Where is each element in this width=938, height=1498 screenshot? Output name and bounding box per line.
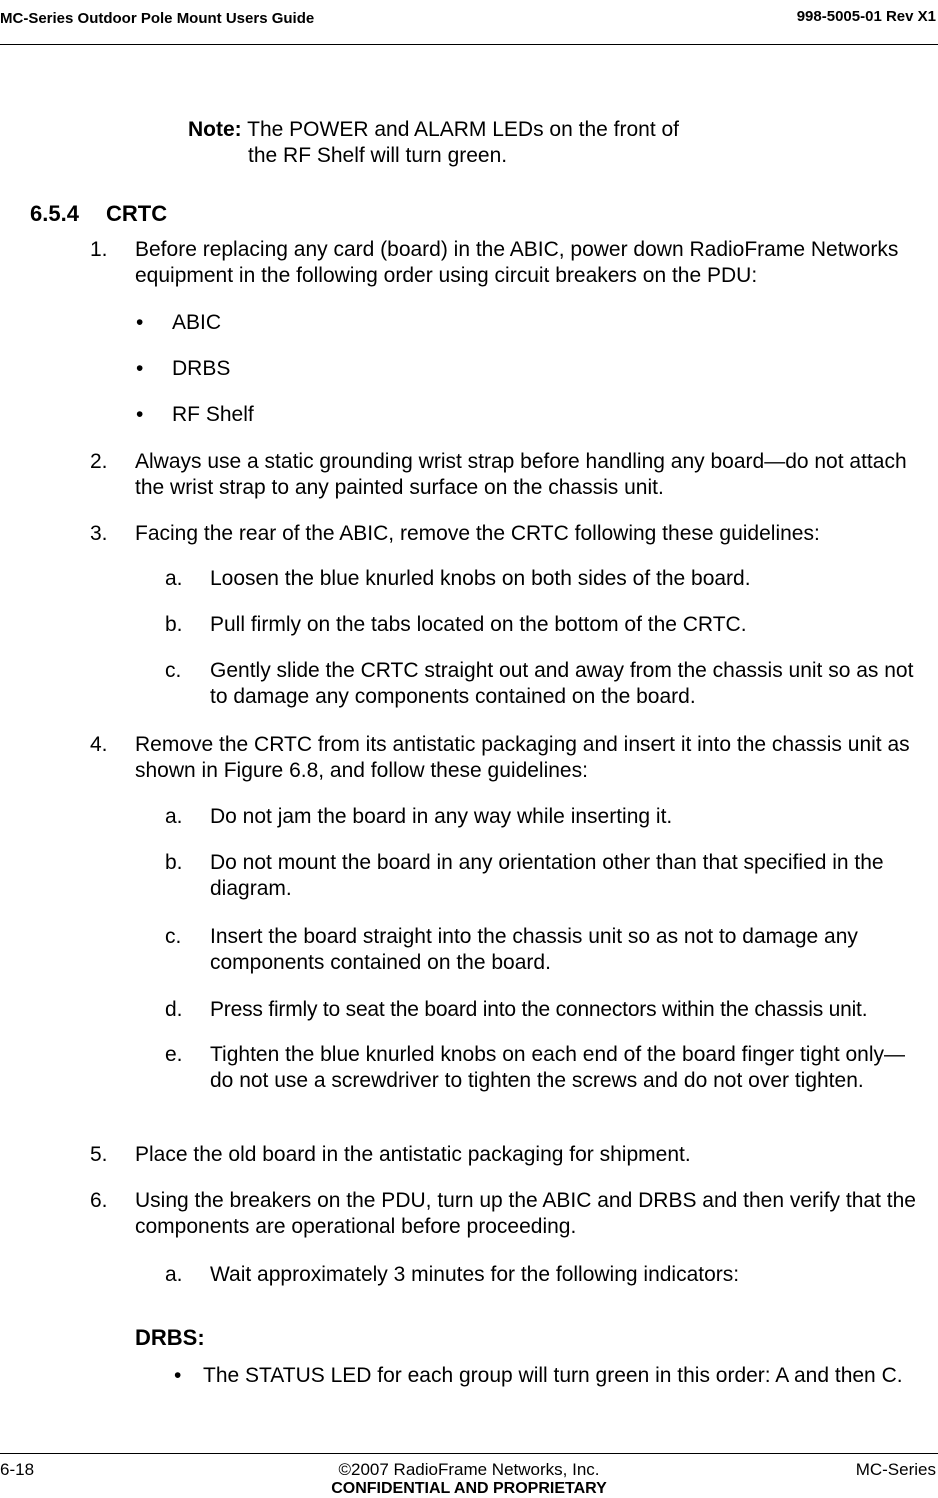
- step-number: 3.: [90, 522, 108, 545]
- bullet-icon: •: [136, 403, 144, 426]
- note-text-2: the RF Shelf will turn green.: [248, 144, 508, 167]
- sub-text: Loosen the blue knurled knobs on both sides of the board.: [210, 567, 751, 590]
- footer-copyright: ©2007 RadioFrame Networks, Inc.: [338, 1460, 600, 1479]
- sub-letter: b.: [165, 851, 183, 874]
- sub-text: Press firmly to seat the board into the connectors within the chassis unit.: [210, 998, 868, 1021]
- step-text: Place the old board in the antistatic packaging for shipment.: [135, 1143, 691, 1166]
- footer-product: MC-Series: [855, 1460, 936, 1479]
- sub-text: Pull firmly on the tabs located on the bottom of the CRTC.: [210, 613, 747, 636]
- header-divider: [0, 44, 938, 45]
- header-doc-number: 998-5005-01 Rev X1: [796, 8, 936, 25]
- bullet-icon: •: [136, 357, 144, 380]
- sub-text: Tighten the blue knurled knobs on each end of the board finger tight only—do not use a screwdriver to tighten the screws and do not over tighten.: [210, 1043, 906, 1092]
- step-text: Facing the rear of the ABIC, remove the CRTC following these guidelines:: [135, 522, 820, 545]
- bullet-icon: •: [136, 311, 144, 334]
- sub-text: Insert the board straight into the chassis unit so as not to damage any components contained on the board.: [210, 925, 858, 974]
- note-label: Note:: [188, 118, 242, 141]
- section-number: 6.5.4: [30, 201, 79, 226]
- sub-letter: b.: [165, 613, 183, 636]
- step-number: 2.: [90, 450, 108, 473]
- section-title: CRTC: [106, 201, 168, 226]
- bullet-icon: •: [174, 1364, 182, 1387]
- drbs-bullet: The STATUS LED for each group will turn green in this order: A and then C.: [203, 1364, 903, 1387]
- step-text: Using the breakers on the PDU, turn up the ABIC and DRBS and then verify that the components are operational before proceeding.: [135, 1189, 916, 1238]
- step-text: Remove the CRTC from its antistatic packaging and insert it into the chassis unit as shown in Figure 6.8, and follow these guidelines:: [135, 733, 910, 782]
- step-number: 5.: [90, 1143, 108, 1166]
- footer-page-number: 6-18: [0, 1460, 35, 1479]
- sub-text: Do not jam the board in any way while inserting it.: [210, 805, 673, 828]
- sub-letter: a.: [165, 567, 183, 590]
- step-text: Always use a static grounding wrist strap before handling any board—do not attach the wrist strap to any painted surface on the chassis unit.: [135, 450, 907, 499]
- bullet-item: RF Shelf: [172, 403, 254, 426]
- sub-letter: a.: [165, 805, 183, 828]
- step-number: 4.: [90, 733, 108, 756]
- sub-letter: e.: [165, 1043, 183, 1066]
- footer-divider: [0, 1453, 938, 1454]
- sub-text: Wait approximately 3 minutes for the following indicators:: [210, 1263, 740, 1286]
- sub-text: Do not mount the board in any orientation other than that specified in the diagram.: [210, 851, 884, 900]
- sub-letter: c.: [165, 925, 182, 948]
- sub-letter: d.: [165, 998, 183, 1021]
- sub-letter: a.: [165, 1263, 183, 1286]
- drbs-heading: DRBS:: [135, 1325, 205, 1350]
- note-text-1: The POWER and ALARM LEDs on the front of: [247, 118, 680, 141]
- footer-confidential: CONFIDENTIAL AND PROPRIETARY: [331, 1480, 607, 1497]
- header-title: MC-Series Outdoor Pole Mount Users Guide: [0, 10, 315, 27]
- note-line-1: [188, 117, 679, 143]
- bullet-item: ABIC: [172, 311, 222, 334]
- sub-letter: c.: [165, 659, 182, 682]
- step-text: Before replacing any card (board) in the ABIC, power down RadioFrame Networks equipment in the following order using circuit breakers on the PDU:: [135, 238, 899, 287]
- step-number: 6.: [90, 1189, 108, 1212]
- sub-text: Gently slide the CRTC straight out and away from the chassis unit so as not to damage any components contained on the board.: [210, 659, 914, 708]
- step-number: 1.: [90, 238, 108, 261]
- bullet-item: DRBS: [172, 357, 231, 380]
